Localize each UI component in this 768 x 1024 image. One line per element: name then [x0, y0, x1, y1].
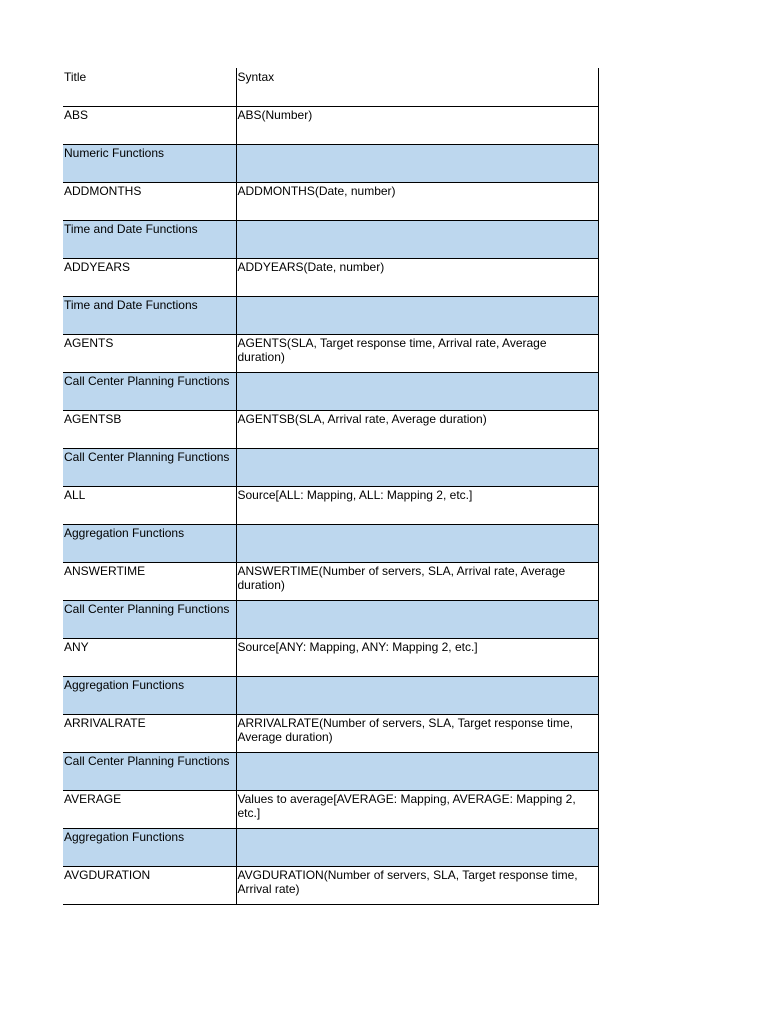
category-row: [63, 448, 598, 486]
function-title-cell: ADDYEARS: [63, 258, 236, 296]
function-syntax-cell: ABS(Number): [236, 106, 598, 144]
function-title-cell: ANSWERTIME: [63, 562, 236, 600]
function-syntax-cell: ARRIVALRATE(Number of servers, SLA, Target response time, Average duration): [236, 714, 598, 752]
category-title-cell: Aggregation Functions: [63, 676, 236, 714]
function-row: [63, 182, 598, 220]
category-row: [63, 676, 598, 714]
function-syntax-cell: AVGDURATION(Number of servers, SLA, Target response time, Arrival rate): [236, 866, 598, 904]
function-syntax-cell: ADDMONTHS(Date, number): [236, 182, 598, 220]
functions-table: [63, 68, 599, 905]
functions-table-body: [63, 68, 598, 904]
category-syntax-cell: [236, 600, 598, 638]
category-title-cell: Call Center Planning Functions: [63, 752, 236, 790]
category-syntax-cell: [236, 144, 598, 182]
category-title-cell: Time and Date Functions: [63, 296, 236, 334]
category-row: [63, 144, 598, 182]
function-row: [63, 334, 598, 372]
function-row: [63, 638, 598, 676]
category-title-cell: Aggregation Functions: [63, 828, 236, 866]
category-title-cell: Aggregation Functions: [63, 524, 236, 562]
category-syntax-cell: [236, 448, 598, 486]
function-row: [63, 258, 598, 296]
category-title-cell: Call Center Planning Functions: [63, 448, 236, 486]
function-row: [63, 562, 598, 600]
function-title-cell: AGENTSB: [63, 410, 236, 448]
category-row: [63, 752, 598, 790]
category-title-cell: Numeric Functions: [63, 144, 236, 182]
function-title-cell: ANY: [63, 638, 236, 676]
function-row: [63, 106, 598, 144]
function-title-cell: AGENTS: [63, 334, 236, 372]
category-title-cell: Call Center Planning Functions: [63, 372, 236, 410]
category-title-cell: Call Center Planning Functions: [63, 600, 236, 638]
category-syntax-cell: [236, 752, 598, 790]
category-syntax-cell: [236, 220, 598, 258]
function-title-cell: ABS: [63, 106, 236, 144]
category-row: [63, 828, 598, 866]
function-syntax-cell: Source[ANY: Mapping, ANY: Mapping 2, etc.]: [236, 638, 598, 676]
function-syntax-cell: AGENTSB(SLA, Arrival rate, Average duration): [236, 410, 598, 448]
header-syntax-cell: Syntax: [236, 68, 598, 106]
function-syntax-cell: Source[ALL: Mapping, ALL: Mapping 2, etc.]: [236, 486, 598, 524]
function-title-cell: AVERAGE: [63, 790, 236, 828]
category-syntax-cell: [236, 828, 598, 866]
category-syntax-cell: [236, 372, 598, 410]
function-title-cell: ALL: [63, 486, 236, 524]
function-title-cell: AVGDURATION: [63, 866, 236, 904]
function-title-cell: ARRIVALRATE: [63, 714, 236, 752]
function-row: [63, 410, 598, 448]
category-row: [63, 524, 598, 562]
function-syntax-cell: AGENTS(SLA, Target response time, Arrival rate, Average duration): [236, 334, 598, 372]
function-row: [63, 866, 598, 904]
category-syntax-cell: [236, 524, 598, 562]
function-row: [63, 790, 598, 828]
category-row: [63, 296, 598, 334]
category-row: [63, 220, 598, 258]
function-row: [63, 714, 598, 752]
category-title-cell: Time and Date Functions: [63, 220, 236, 258]
category-syntax-cell: [236, 296, 598, 334]
function-title-cell: ADDMONTHS: [63, 182, 236, 220]
category-row: [63, 600, 598, 638]
category-row: [63, 372, 598, 410]
function-row: [63, 486, 598, 524]
function-syntax-cell: ANSWERTIME(Number of servers, SLA, Arrival rate, Average duration): [236, 562, 598, 600]
function-syntax-cell: ADDYEARS(Date, number): [236, 258, 598, 296]
category-syntax-cell: [236, 676, 598, 714]
table-header-row: [63, 68, 598, 106]
function-syntax-cell: Values to average[AVERAGE: Mapping, AVERAGE: Mapping 2, etc.]: [236, 790, 598, 828]
header-title-cell: Title: [63, 68, 236, 106]
